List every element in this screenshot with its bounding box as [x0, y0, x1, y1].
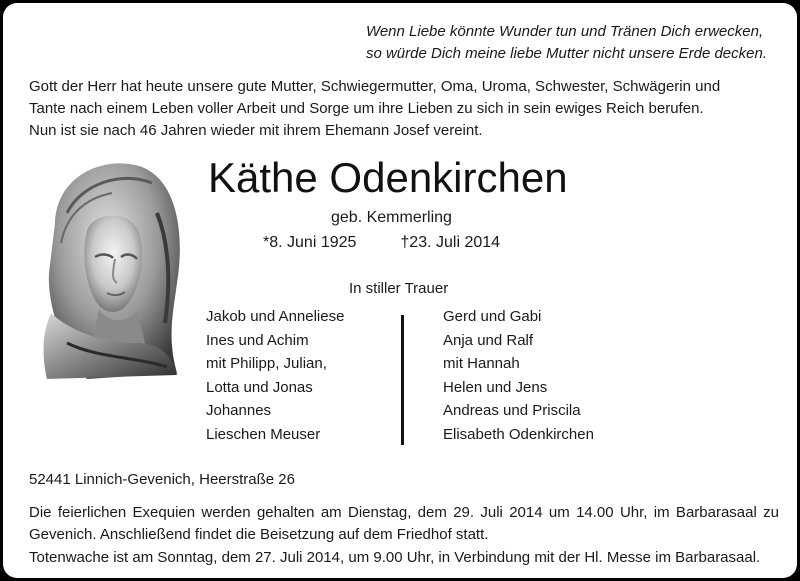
poem	[366, 21, 767, 65]
address: 52441 Linnich-Gevenich, Heerstraße 26	[29, 471, 295, 488]
mourners-left-column	[206, 305, 344, 446]
obituary-card	[3, 3, 797, 578]
service-info	[29, 502, 779, 546]
mourner-entry: Johannes	[206, 402, 272, 419]
born-name: geb. Kemmerling	[331, 209, 452, 226]
poem-line-2: so würde Dich meine liebe Mutter nicht unsere Erde decken.	[365, 45, 767, 62]
mourning-label: In stiller Trauer	[349, 280, 449, 297]
madonna-portrait-icon	[27, 153, 187, 383]
mourner-entry: mit Philipp, Julian,	[206, 355, 327, 372]
poem-line-1: Wenn Liebe könnte Wunder tun und Tränen Dich erwecken,	[365, 23, 764, 40]
column-divider	[401, 315, 404, 445]
intro-line-3: Nun ist sie nach 46 Jahren wieder mit ihrem Ehemann Josef vereint.	[29, 122, 483, 139]
mourner-entry: Anja und Ralf	[443, 331, 534, 349]
intro-line-1: Gott der Herr hat heute unsere gute Mutter, Schwiegermutter, Oma, Uroma, Schwester, Schwägerin und	[29, 78, 721, 95]
life-dates	[263, 232, 500, 254]
mourner-entry: Gerd und Gabi	[443, 308, 542, 325]
intro-line-2: Tante nach einem Leben voller Arbeit und Sorge um ihre Lieben zu sich in sein ewiges Reich berufen.	[29, 100, 704, 117]
mourner-entry: mit Hannah	[443, 355, 520, 372]
mourners-right-column	[443, 305, 594, 446]
mourner-entry: Elisabeth Odenkirchen	[443, 425, 594, 443]
mourner-entry: Lieschen Meuser	[206, 425, 321, 443]
intro-text	[29, 76, 779, 142]
mourner-entry: Lotta und Jonas	[206, 378, 313, 396]
mourner-entry: Helen und Jens	[443, 378, 548, 396]
deceased-name: Käthe Odenkirchen	[208, 154, 568, 201]
birth-date: *8. Juni 1925	[263, 234, 357, 251]
service-line-1: Die feierlichen Exequien werden gehalten am Dienstag, dem 29. Juli 2014 um 14.00 Uhr, im Barbarasaal zu	[29, 504, 779, 521]
service-line-2: Gevenich. Anschließend findet die Beisetzung auf dem Friedhof statt.	[29, 526, 489, 543]
mourner-entry: Andreas und Priscila	[443, 402, 581, 419]
death-date: †23. Juli 2014	[400, 234, 501, 251]
wake-info: Totenwache ist am Sonntag, dem 27. Juli 2014, um 9.00 Uhr, in Verbindung mit der Hl. Messe im Barbarasaal.	[29, 549, 761, 566]
mourner-entry: Ines und Achim	[206, 331, 309, 349]
mourner-entry: Jakob und Anneliese	[206, 308, 345, 325]
